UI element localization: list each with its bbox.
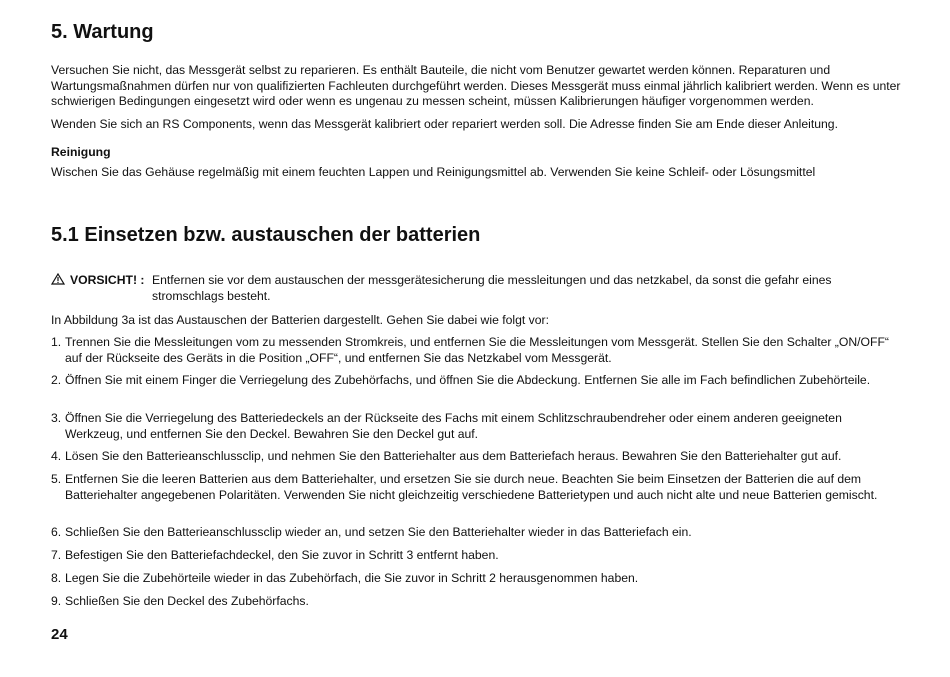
list-item-text: Trennen Sie die Messleitungen vom zu messenden Stromkreis, und entfernen Sie die Messleitungen vom Messgerät. Stellen Sie den Schalter „ON/OFF“ auf der Rückseite des Geräts in die Position „OFF“, und entfernen Sie das Netzkabel vom Messgerät.: [65, 335, 889, 365]
list-item-text: Befestigen Sie den Batteriefachdeckel, den Sie zuvor in Schritt 3 entfernt haben.: [65, 548, 499, 562]
list-item-number: 9.: [51, 594, 62, 608]
list-item-text: Öffnen Sie die Verriegelung des Batteriedeckels an der Rückseite des Fachs mit einem Schlitzschraubendreher oder einem anderen geeigneten Werkzeug, und entfernen Sie den Deckel. Bewahren Sie den Deckel gut auf.: [65, 411, 842, 441]
list-item-text: Lösen Sie den Batterieanschlussclip, und nehmen Sie den Batteriehalter aus dem Batteriefach heraus. Bewahren Sie den Batteriehalter gut auf.: [65, 449, 842, 463]
section-5-paragraph-2: Wenden Sie sich an RS Components, wenn das Messgerät kalibriert oder repariert werden soll. Die Adresse finden Sie am Ende dieser Anleitung.: [51, 117, 838, 131]
warning-label: VORSICHT! :: [70, 273, 145, 287]
list-item-number: 4.: [51, 449, 62, 463]
list-item-number: 5.: [51, 472, 62, 486]
list-item-number: 2.: [51, 373, 62, 387]
page-number: 24: [51, 626, 68, 643]
cleaning-text: Wischen Sie das Gehäuse regelmäßig mit einem feuchten Lappen und Reinigungsmittel ab. Verwenden Sie keine Schleif- oder Lösungsmittel: [51, 165, 816, 179]
steps-intro: In Abbildung 3a ist das Austauschen der Batterien dargestellt. Gehen Sie dabei wie folgt vor:: [51, 313, 549, 327]
list-item-number: 3.: [51, 411, 62, 425]
list-item-text: Schließen Sie den Batterieanschlussclip wieder an, und setzen Sie den Batteriehalter wieder in das Batteriefach ein.: [65, 525, 692, 539]
list-item-text: Entfernen Sie die leeren Batterien aus dem Batteriehalter, und ersetzen Sie sie durch neue. Beachten Sie beim Einsetzen der Batterien die auf dem Batteriehalter angegebenen Polaritäten. Verwenden Sie nicht gleichzeitig verschiedene Batterietypen und auch nicht alte und neue Batterien gemischt.: [65, 472, 878, 502]
list-item-number: 1.: [51, 335, 62, 349]
list-item-number: 7.: [51, 548, 62, 562]
section-5-paragraph-1: Versuchen Sie nicht, das Messgerät selbst zu reparieren. Es enthält Bauteile, die nicht vom Benutzer gewartet werden können. Reparaturen und Wartungsmaßnahmen dürfen nur von qualifizierten Fachleuten durchgeführt werden. Dieses Messgerät muss einmal jährlich kalibriert werden. Wenn es unter schwierigen Bedingungen eingesetzt wird oder wenn es ungenau zu messen scheint, müssen Kalibrierungen häufiger vorgenommen werden.: [51, 63, 901, 109]
warning-triangle-icon: [51, 273, 65, 285]
list-item-text: Öffnen Sie mit einem Finger die Verriegelung des Zubehörfachs, und öffnen Sie die Abdeckung. Entfernen Sie alle im Fach befindlichen Zubehörteile.: [65, 373, 871, 387]
list-item-number: 8.: [51, 571, 62, 585]
warning-label-group: [51, 273, 144, 289]
section-5-1-title: 5.1 Einsetzen bzw. austauschen der batterien: [51, 224, 481, 246]
list-item-text: Schließen Sie den Deckel des Zubehörfachs.: [65, 594, 309, 608]
cleaning-heading: Reinigung: [51, 145, 111, 159]
list-item-number: 6.: [51, 525, 62, 539]
section-5-title: 5. Wartung: [51, 21, 154, 43]
warning-text: Entfernen sie vor dem austauschen der messgerätesicherung die messleitungen und das netzkabel, da sonst die gefahr eines stromschlags besteht.: [152, 273, 832, 303]
list-item-text: Legen Sie die Zubehörteile wieder in das Zubehörfach, die Sie zuvor in Schritt 2 herausgenommen haben.: [65, 571, 639, 585]
